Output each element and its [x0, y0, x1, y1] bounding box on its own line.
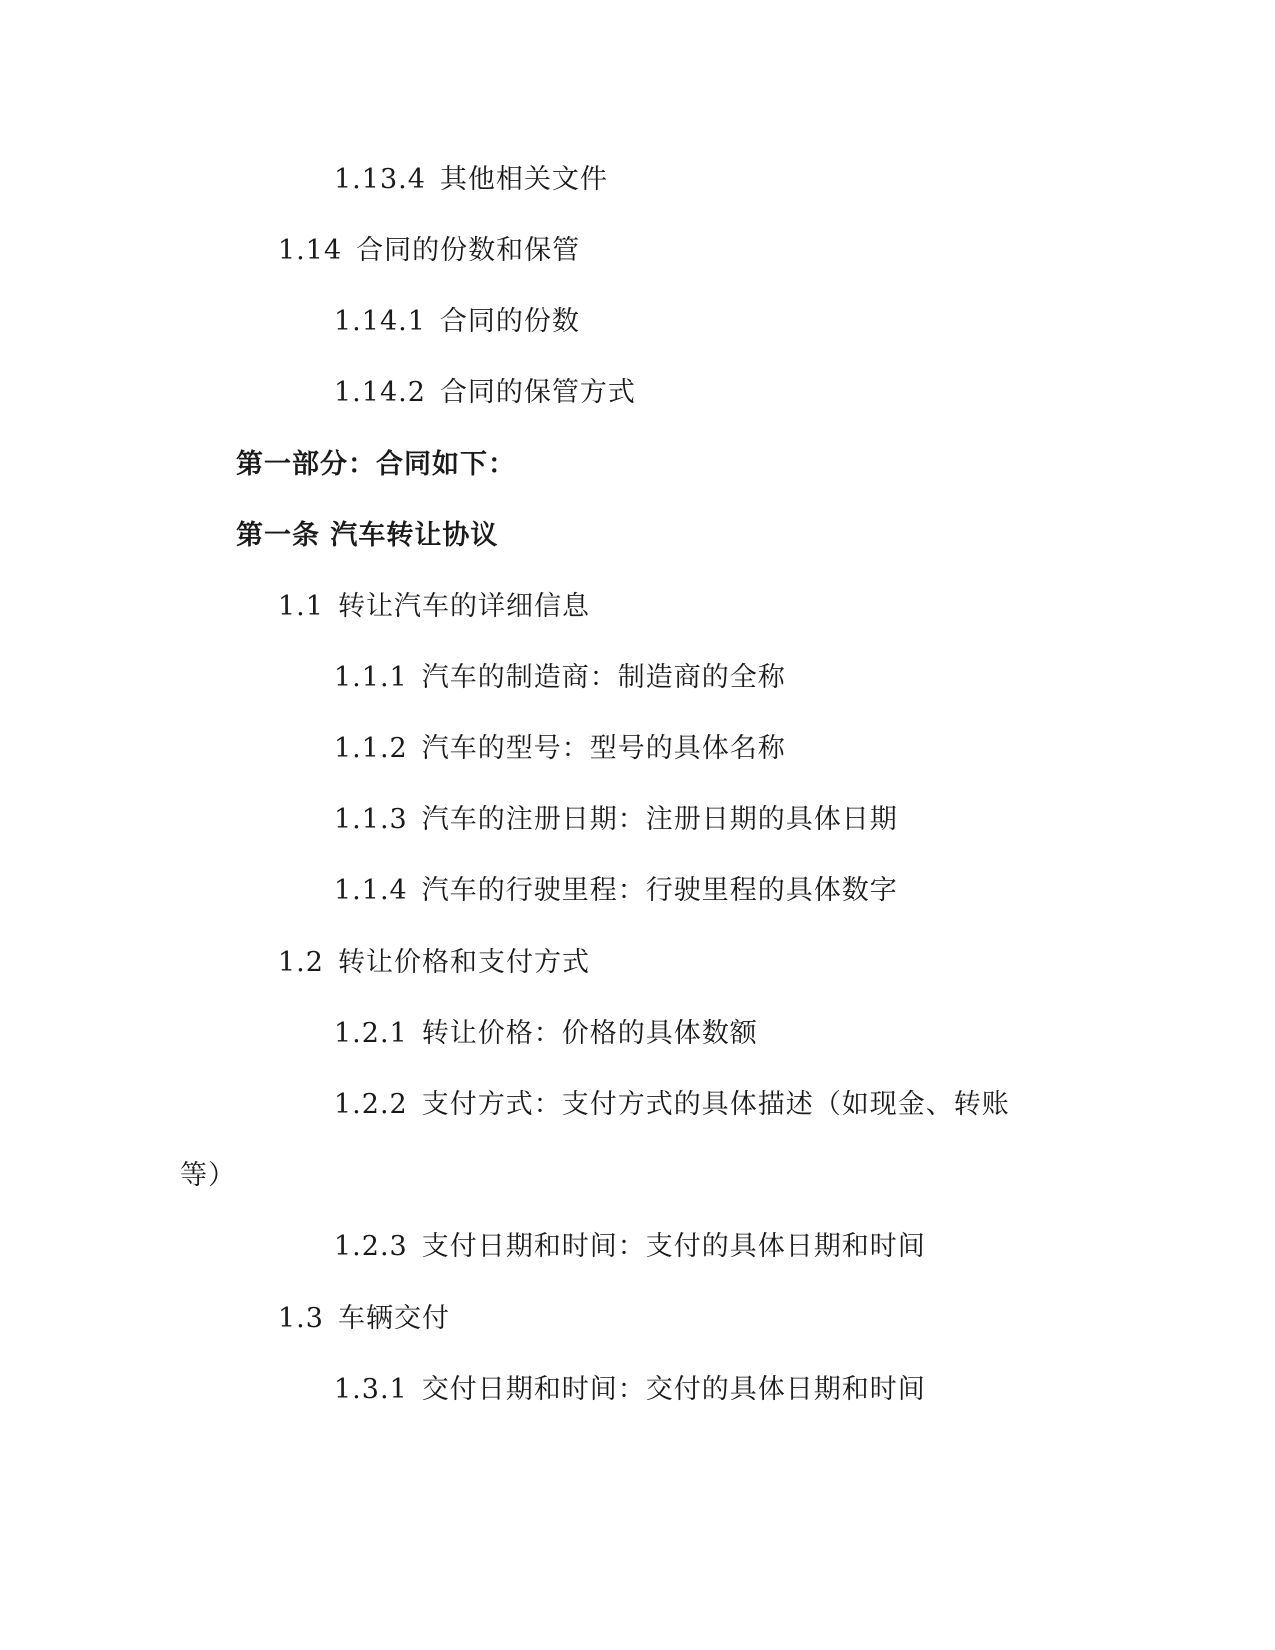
clause-1-2-2 [334, 1087, 1010, 1123]
clause-1-1-2 [334, 731, 786, 767]
clause-number: 1.2.3 [334, 1231, 408, 1262]
clause-1-2-1 [334, 1016, 758, 1052]
clause-number: 1.3.1 [334, 1374, 408, 1405]
clause-1-1-1 [334, 660, 786, 696]
clause-number: 1.2.1 [334, 1018, 408, 1049]
clause-1-3-1 [334, 1372, 926, 1408]
clause-text: 转让价格：价格的具体数额 [421, 1018, 758, 1049]
clause-1-1 [278, 589, 590, 625]
clause-text: 转让价格和支付方式 [337, 947, 590, 978]
clause-number: 1.1.2 [334, 733, 408, 764]
clause-text: 汽车的制造商：制造商的全称 [421, 662, 786, 693]
clause-1-14-1 [334, 304, 580, 340]
clause-number: 1.2 [278, 947, 324, 978]
clause-number: 1.2.2 [334, 1089, 408, 1120]
clause-number: 1.3 [278, 1303, 324, 1334]
clause-text: 汽车的注册日期：注册日期的具体日期 [421, 804, 898, 835]
clause-text: 支付日期和时间：支付的具体日期和时间 [421, 1231, 926, 1262]
clause-number: 1.1.3 [334, 804, 408, 835]
clause-1-13-4 [334, 162, 608, 198]
clause-text: 交付日期和时间：交付的具体日期和时间 [421, 1374, 926, 1405]
clause-1-2 [278, 945, 590, 981]
clause-text: 支付方式：支付方式的具体描述（如现金、转账 [421, 1089, 1010, 1120]
clause-number: 1.1.1 [334, 662, 408, 693]
clause-text: 其他相关文件 [439, 164, 608, 195]
section-heading-part-one: 第一部分：合同如下： [236, 449, 516, 480]
clause-number: 1.1.4 [334, 875, 408, 906]
clause-1-14-2 [334, 375, 636, 411]
clause-text: 汽车的行驶里程：行驶里程的具体数字 [421, 875, 898, 906]
article-heading-car-transfer: 第一条 汽车转让协议 [236, 520, 499, 551]
clause-1-1-4 [334, 873, 898, 909]
clause-1-2-2-continuation: 等） [180, 1160, 236, 1191]
clause-1-1-3 [334, 802, 898, 838]
clause-text: 车辆交付 [337, 1303, 450, 1334]
clause-number: 1.14 [278, 235, 343, 266]
clause-text: 转让汽车的详细信息 [337, 591, 590, 622]
clause-text: 合同的份数和保管 [356, 235, 581, 266]
clause-1-2-3 [334, 1229, 926, 1265]
clause-1-14 [278, 233, 580, 269]
clause-number: 1.1 [278, 591, 324, 622]
clause-text: 汽车的型号：型号的具体名称 [421, 733, 786, 764]
clause-text: 合同的份数 [439, 306, 580, 337]
clause-number: 1.13.4 [334, 164, 426, 195]
clause-1-3 [278, 1301, 450, 1337]
clause-number: 1.14.2 [334, 377, 426, 408]
clause-text: 合同的保管方式 [439, 377, 636, 408]
clause-number: 1.14.1 [334, 306, 426, 337]
